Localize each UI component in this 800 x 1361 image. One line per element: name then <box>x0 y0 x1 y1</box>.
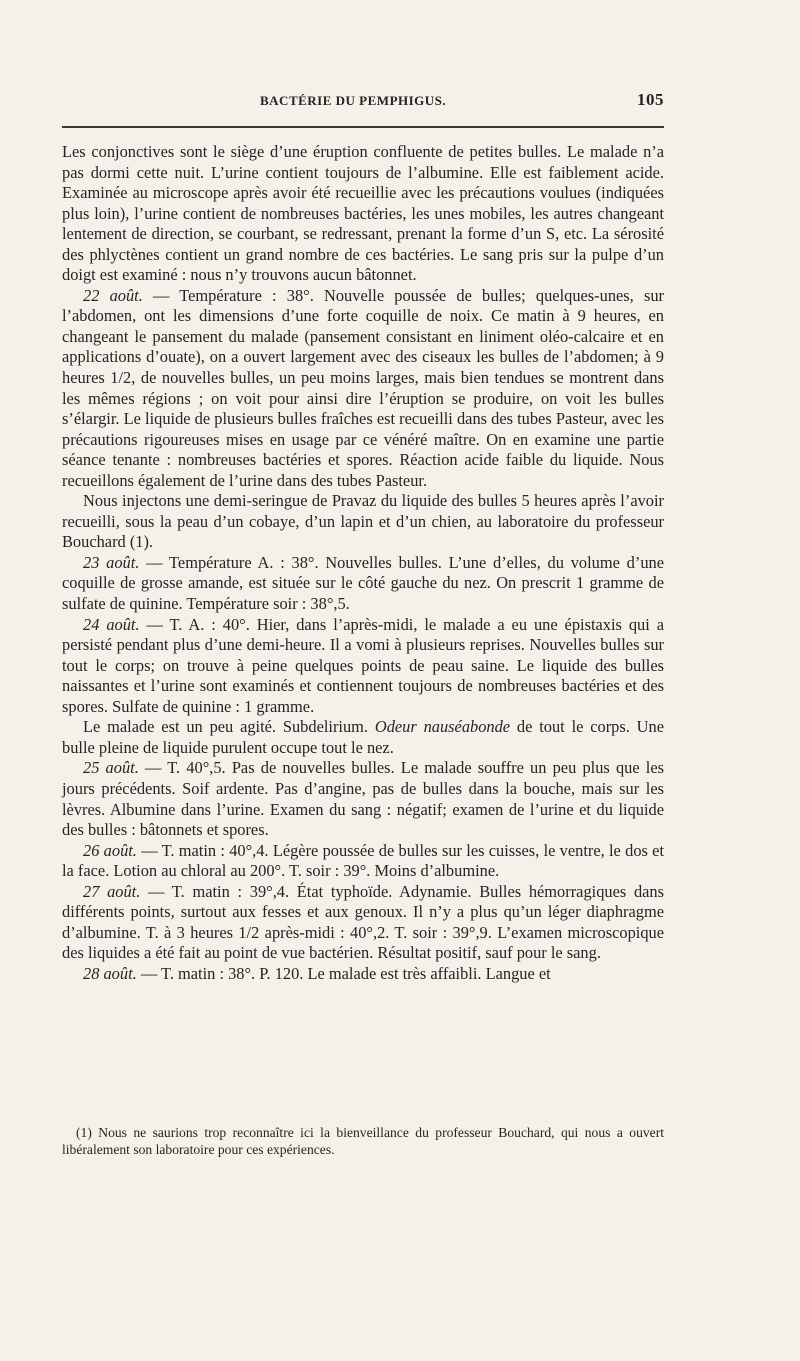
entry-date: 28 août. <box>83 963 137 983</box>
entry-date: 22 août. <box>83 285 143 305</box>
running-title: BACTÉRIE DU PEMPHIGUS. <box>260 93 447 108</box>
emphasis: Odeur nauséabonde <box>374 717 511 737</box>
body-text <box>62 142 664 984</box>
footnote <box>62 1124 664 1158</box>
paragraph: 24 août. — T. A. : 40°. Hier, dans l’après-midi, le malade a eu une épistaxis qui a persisté pendant plus d’une demi-heure. Il a vomi à plusieurs reprises. Nouvelles bulles sur tout le corps; on trouve à peine quelques points de peau saine. Le liquide des bulles naissantes et l’urine sont examinés et contiennent toujours de nombreuses bactéries et des spores. Sulfate de quinine : 1 gramme. <box>62 614 664 716</box>
entry-date: 27 août. <box>83 881 141 901</box>
paragraph: 28 août. — T. matin : 38°. P. 120. Le malade est très affaibli. Langue et <box>83 963 551 983</box>
paragraph: 25 août. — T. 40°,5. Pas de nouvelles bulles. Le malade souffre un peu plus que les jours précédents. Soif ardente. Pas d’angine, pas de bulles dans la bouche, mais sur les lèvres. Albumine dans l’urine. Examen du sang : négatif; examen de l’urine et du liquide des bulles : bâtonnets et spores. <box>62 758 664 840</box>
paragraph: Les conjonctives sont le siège d’une éruption confluente de petites bulles. Le malade n’a pas dormi cette nuit. L’urine contient toujours de l’albumine. Elle est faiblement acide. Examinée au microscope après avoir été recueillie avec les précautions voulues (indiquées plus loin), l’urine contient de nombreuses bactéries, les unes mobiles, les autres changeant lentement de direction, se courbant, se redressant, prenant la forme d’un S, etc. La sérosité des phlyctènes contient un grand nombre de ces bactéries. Le sang pris sur la pulpe d’un doigt est examiné : nous n’y trouvons aucun bâtonnet. <box>62 142 664 285</box>
entry-date: 26 août. <box>83 840 137 860</box>
entry-date: 23 août. <box>83 552 140 572</box>
paragraph: 27 août. — T. matin : 39°,4. État typhoïde. Adynamie. Bulles hémorragiques dans différents points, surtout aux fesses et aux genoux. Il n’y a plus qu’un léger diaphragme d’albumine. T. à 3 heures 1/2 après-midi : 40°,2. T. soir : 39°,9. L’examen microscopique des liquides a été fait au point de vue bactérien. Résultat positif, sauf pour le sang. <box>62 881 664 963</box>
paragraph: 26 août. — T. matin : 40°,4. Légère poussée de bulles sur les cuisses, le ventre, le dos et la face. Lotion au chloral au 200°. T. soir : 39°. Moins d’albumine. <box>62 840 664 881</box>
entry-date: 24 août. <box>83 614 140 634</box>
entry-date: 25 août. <box>83 758 139 778</box>
paragraph: 22 août. — Température : 38°. Nouvelle poussée de bulles; quelques-unes, sur l’abdomen, ont les dimensions d’une forte coquille de noix. Ce matin à 9 heures, en changeant le pansement du malade (pansement consistant en liniment oléo-calcaire et en applications d’ouate), on a ouvert largement avec des ciseaux les bulles de l’abdomen; à 9 heures 1/2, de nouvelles bulles, un peu moins larges, mais bien tendues se montrent dans les mêmes régions ; on voit pour ainsi dire l’éruption se produire, on voit les bulles s’élargir. Le liquide de plusieurs bulles fraîches est recueilli dans des tubes Pasteur, avec les précautions rigoureuses mises en usage par ce vénéré maître. On en examine une partie séance tenante : nombreuses bactéries et spores. Réaction acide faible du liquide. Nous recueillons également de l’urine dans des tubes Pasteur. <box>62 285 664 490</box>
header-rule <box>62 126 664 128</box>
paragraph: 23 août. — Température A. : 38°. Nouvelles bulles. L’une d’elles, du volume d’une coquille de grosse amande, est située sur le côté gauche du nez. On prescrit 1 gramme de sulfate de quinine. Température soir : 38°,5. <box>62 552 664 614</box>
running-header <box>62 88 664 112</box>
paragraph: Le malade est un peu agité. Subdelirium. Odeur nauséabonde de tout le corps. Une bulle pleine de liquide purulent occupe tout le nez. <box>62 717 664 757</box>
paragraph: Nous injectons une demi-seringue de Pravaz du liquide des bulles 5 heures après l’avoir recueilli, sous la peau d’un cobaye, d’un lapin et d’un chien, au laboratoire du professeur Bouchard (1). <box>62 491 664 552</box>
footnote-text: (1) Nous ne saurions trop reconnaître ici la bienveillance du professeur Bouchard, qui nous a ouvert libéralement son laboratoire pour ces expériences. <box>62 1125 664 1157</box>
page-number: 105 <box>637 90 664 109</box>
